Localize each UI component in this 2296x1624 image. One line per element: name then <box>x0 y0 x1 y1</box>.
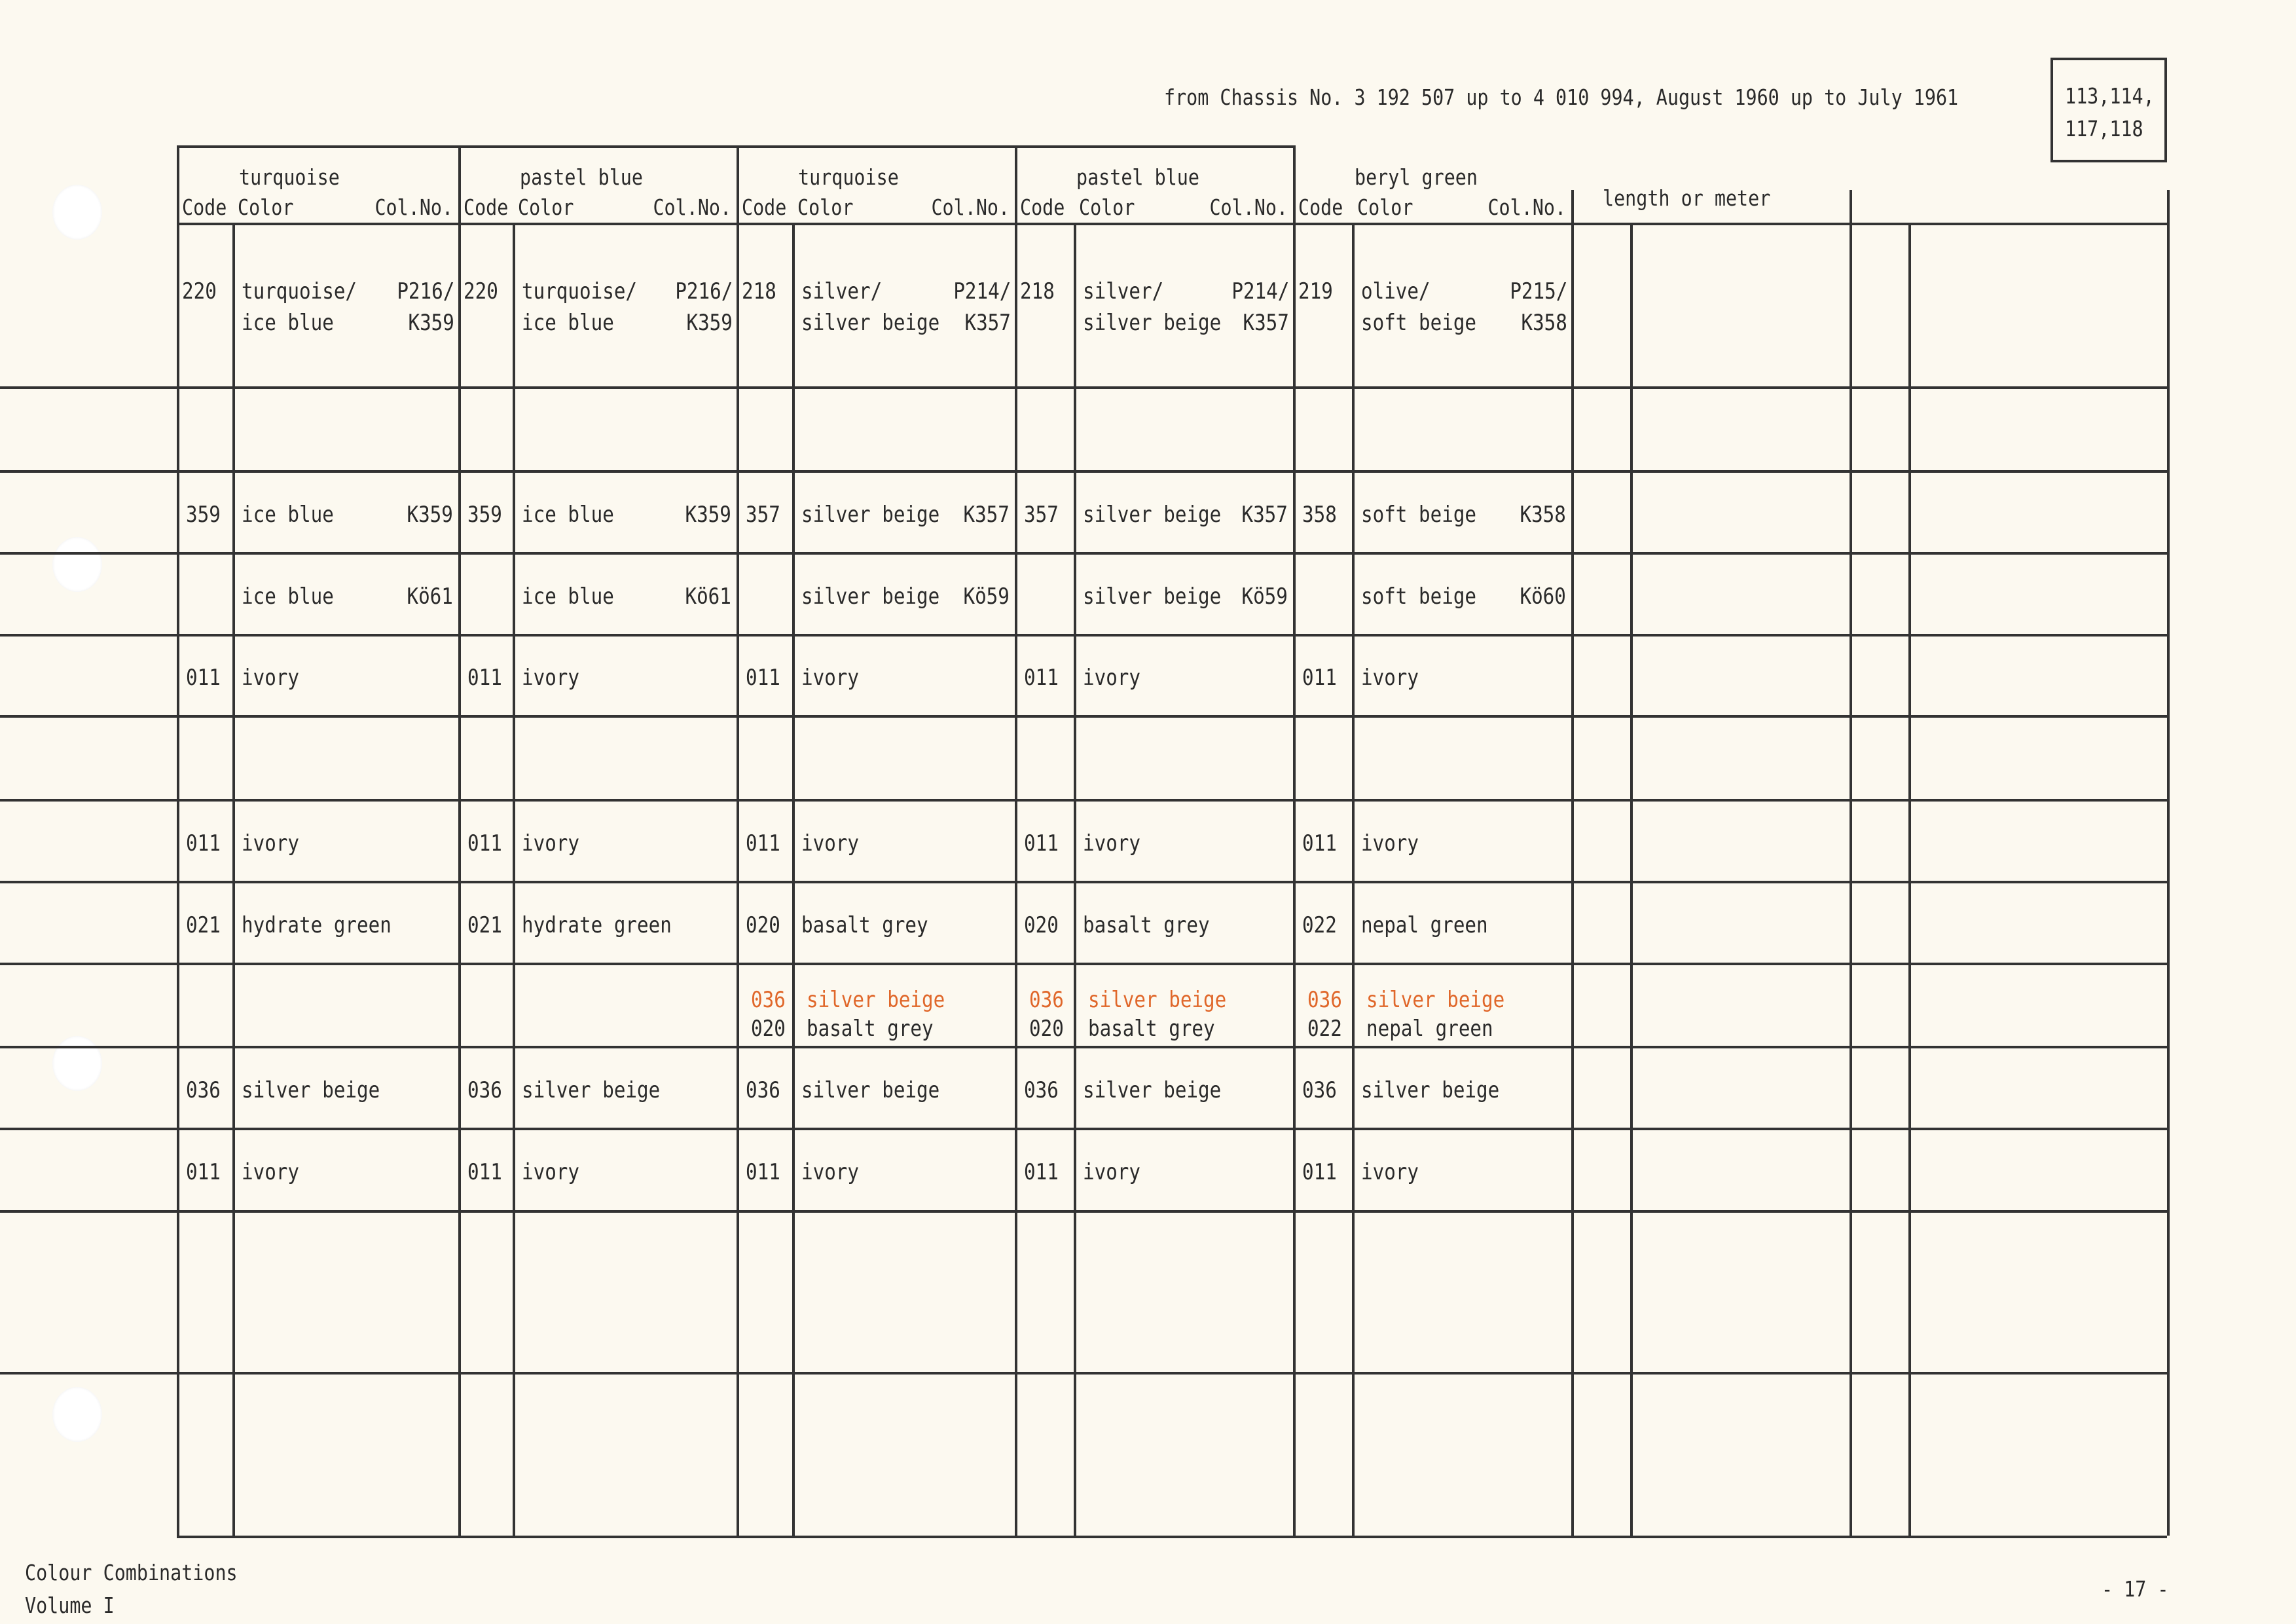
code-cell: 011 <box>1302 665 1337 691</box>
row-divider <box>0 963 2167 965</box>
code-cell: 011 <box>1024 665 1059 691</box>
code-cell: 011 <box>186 1159 221 1185</box>
code-cell: 036 <box>1307 987 1342 1013</box>
color-cell: ice blue <box>242 310 334 336</box>
code-cell: 011 <box>467 1159 502 1185</box>
colno-header: Col.No. <box>653 194 731 220</box>
color-cell: silver beige <box>1361 1077 1500 1103</box>
colno-cell: K359 <box>685 502 731 528</box>
column-divider <box>177 145 179 1536</box>
code-header: Code <box>1298 194 1343 220</box>
colno-cell: Kö59 <box>1241 583 1288 610</box>
color-cell: silver beige <box>801 583 940 610</box>
row-divider <box>0 881 2167 883</box>
colno-cell: Kö60 <box>1520 583 1566 610</box>
color-header: Color <box>1079 194 1135 220</box>
color-cell: ivory <box>1083 1159 1141 1185</box>
row-divider <box>0 634 2167 637</box>
code-cell: 021 <box>467 912 502 938</box>
column-divider <box>1630 223 1633 1536</box>
color-cell: silver beige <box>807 987 945 1013</box>
code-cell: 011 <box>1302 1159 1337 1185</box>
code-cell: 022 <box>1307 1016 1342 1042</box>
color-cell: soft beige <box>1361 583 1477 610</box>
colno-cell: K357 <box>964 310 1011 336</box>
column-divider <box>737 145 739 1536</box>
color-cell: soft beige <box>1361 310 1477 336</box>
colno-cell: P216/ <box>396 278 454 304</box>
group-header: turquoise <box>239 164 340 190</box>
punch-hole <box>52 537 102 592</box>
model-box <box>2050 58 2167 162</box>
row-divider <box>0 1210 2167 1213</box>
color-cell: ice blue <box>242 502 334 528</box>
code-cell: 011 <box>186 830 221 857</box>
color-cell: turquoise/ <box>242 278 357 304</box>
color-cell: silver beige <box>801 310 940 336</box>
group-header: turquoise <box>798 164 899 190</box>
group-header: pastel blue <box>1076 164 1199 190</box>
code-cell: 220 <box>464 278 498 304</box>
code-cell: 359 <box>467 502 502 528</box>
code-cell: 036 <box>746 1077 780 1103</box>
code-cell: 011 <box>186 665 221 691</box>
colno-cell: K358 <box>1521 310 1567 336</box>
code-cell: 036 <box>467 1077 502 1103</box>
row-divider <box>0 1372 2167 1375</box>
group-header: beryl green <box>1355 164 1478 190</box>
chassis-note: from Chassis No. 3 192 507 up to 4 010 994, August 1960 up to July 1961 <box>1164 84 1959 110</box>
color-cell: basalt grey <box>801 912 928 938</box>
colno-header: Col.No. <box>1209 194 1288 220</box>
color-cell: ice blue <box>522 583 614 610</box>
code-cell: 036 <box>751 987 786 1013</box>
code-cell: 011 <box>1024 1159 1059 1185</box>
color-cell: ivory <box>522 1159 580 1185</box>
row-divider <box>0 715 2167 718</box>
color-cell: ivory <box>522 830 580 857</box>
colno-cell: K357 <box>1241 502 1288 528</box>
code-cell: 357 <box>1024 502 1059 528</box>
color-cell: ice blue <box>522 502 614 528</box>
color-cell: turquoise/ <box>522 278 638 304</box>
colno-cell: K357 <box>963 502 1010 528</box>
colno-header: Col.No. <box>1487 194 1566 220</box>
color-cell: ivory <box>522 665 580 691</box>
color-cell: silver beige <box>242 1077 380 1103</box>
column-divider <box>458 145 461 1536</box>
code-cell: 011 <box>467 665 502 691</box>
column-divider <box>1850 190 1852 1536</box>
page-number: - 17 - <box>2102 1576 2169 1602</box>
code-cell: 220 <box>182 278 217 304</box>
row-divider <box>177 1536 2167 1538</box>
color-cell: silver beige <box>801 1077 940 1103</box>
row-divider <box>0 1046 2167 1048</box>
code-cell: 020 <box>1029 1016 1064 1042</box>
color-cell: soft beige <box>1361 502 1477 528</box>
code-divider <box>1352 223 1355 1536</box>
footer-title: Colour Combinations <box>25 1560 238 1585</box>
code-header: Code <box>182 194 227 220</box>
colno-header: Col.No. <box>931 194 1010 220</box>
punch-hole <box>52 1387 102 1442</box>
color-cell: silver beige <box>1083 583 1222 610</box>
code-cell: 357 <box>746 502 780 528</box>
color-cell: nepal green <box>1361 912 1488 938</box>
column-divider <box>1293 145 1296 1536</box>
colno-cell: K359 <box>686 310 733 336</box>
color-cell: silver beige <box>801 502 940 528</box>
color-cell: ivory <box>801 830 860 857</box>
code-cell: 011 <box>746 830 780 857</box>
header-top-rule <box>177 145 1293 148</box>
column-divider <box>1908 223 1911 1536</box>
code-cell: 036 <box>1024 1077 1059 1103</box>
color-header: Color <box>238 194 294 220</box>
colno-cell: Kö59 <box>963 583 1010 610</box>
code-divider <box>513 223 515 1536</box>
punch-hole <box>52 185 102 240</box>
row-divider <box>0 386 2167 389</box>
color-cell: ice blue <box>242 583 334 610</box>
color-cell: silver beige <box>1083 502 1222 528</box>
color-cell: silver/ <box>1083 278 1164 304</box>
code-divider <box>792 223 795 1536</box>
colno-header: Col.No. <box>374 194 453 220</box>
code-cell: 022 <box>1302 912 1337 938</box>
row-divider <box>0 552 2167 555</box>
colno-cell: P214/ <box>1231 278 1289 304</box>
color-header: Color <box>797 194 854 220</box>
color-header: Color <box>1357 194 1413 220</box>
color-cell: silver beige <box>522 1077 661 1103</box>
color-cell: silver beige <box>1083 310 1222 336</box>
code-cell: 036 <box>186 1077 221 1103</box>
code-cell: 219 <box>1298 278 1333 304</box>
colno-cell: P214/ <box>953 278 1011 304</box>
color-cell: ivory <box>1361 665 1419 691</box>
code-cell: 020 <box>751 1016 786 1042</box>
code-cell: 359 <box>186 502 221 528</box>
row-divider <box>177 223 2167 225</box>
table-right-edge <box>2167 190 2170 1536</box>
code-header: Code <box>464 194 509 220</box>
color-cell: basalt grey <box>1083 912 1210 938</box>
code-cell: 218 <box>1020 278 1055 304</box>
color-cell: ivory <box>242 830 300 857</box>
code-cell: 021 <box>186 912 221 938</box>
color-cell: ivory <box>1361 1159 1419 1185</box>
color-header: Color <box>518 194 574 220</box>
code-cell: 011 <box>467 830 502 857</box>
color-cell: ivory <box>242 665 300 691</box>
code-cell: 020 <box>746 912 780 938</box>
code-cell: 036 <box>1302 1077 1337 1103</box>
code-header: Code <box>1020 194 1065 220</box>
code-cell: 218 <box>742 278 776 304</box>
color-cell: silver beige <box>1366 987 1505 1013</box>
code-cell: 011 <box>1024 830 1059 857</box>
row-divider <box>0 1128 2167 1130</box>
color-cell: ivory <box>242 1159 300 1185</box>
color-cell: basalt grey <box>1088 1016 1215 1042</box>
code-cell: 011 <box>746 665 780 691</box>
color-cell: hydrate green <box>242 912 392 938</box>
color-cell: ivory <box>1361 830 1419 857</box>
row-divider <box>0 799 2167 802</box>
code-divider <box>1074 223 1076 1536</box>
colno-cell: K359 <box>407 502 453 528</box>
code-divider <box>232 223 235 1536</box>
row-divider <box>0 470 2167 473</box>
color-cell: ivory <box>801 665 860 691</box>
color-cell: silver beige <box>1083 1077 1222 1103</box>
color-cell: ivory <box>1083 830 1141 857</box>
color-cell: ivory <box>801 1159 860 1185</box>
color-cell: silver/ <box>801 278 883 304</box>
color-cell: basalt grey <box>807 1016 934 1042</box>
colno-cell: Kö61 <box>407 583 453 610</box>
colno-cell: P216/ <box>674 278 733 304</box>
group-header: pastel blue <box>520 164 643 190</box>
code-cell: 011 <box>1302 830 1337 857</box>
color-cell: ivory <box>1083 665 1141 691</box>
code-cell: 358 <box>1302 502 1337 528</box>
colno-cell: Kö61 <box>685 583 731 610</box>
code-cell: 011 <box>746 1159 780 1185</box>
column-divider <box>1015 145 1017 1536</box>
color-cell: ice blue <box>522 310 614 336</box>
color-cell: silver beige <box>1088 987 1227 1013</box>
code-header: Code <box>742 194 787 220</box>
color-cell: olive/ <box>1361 278 1430 304</box>
code-cell: 020 <box>1024 912 1059 938</box>
column-divider <box>1571 190 1574 1536</box>
color-cell: hydrate green <box>522 912 672 938</box>
colno-cell: K358 <box>1520 502 1566 528</box>
color-cell: nepal green <box>1366 1016 1493 1042</box>
footer-volume: Volume I <box>25 1593 115 1618</box>
colno-cell: K359 <box>408 310 454 336</box>
colno-cell: K357 <box>1243 310 1289 336</box>
punch-hole <box>52 1036 102 1091</box>
model-box-line: 117,118 <box>2065 116 2143 141</box>
model-box-line: 113,114, <box>2065 83 2155 109</box>
length-header: length or meter <box>1603 185 1771 211</box>
colno-cell: P215/ <box>1509 278 1567 304</box>
code-cell: 036 <box>1029 987 1064 1013</box>
